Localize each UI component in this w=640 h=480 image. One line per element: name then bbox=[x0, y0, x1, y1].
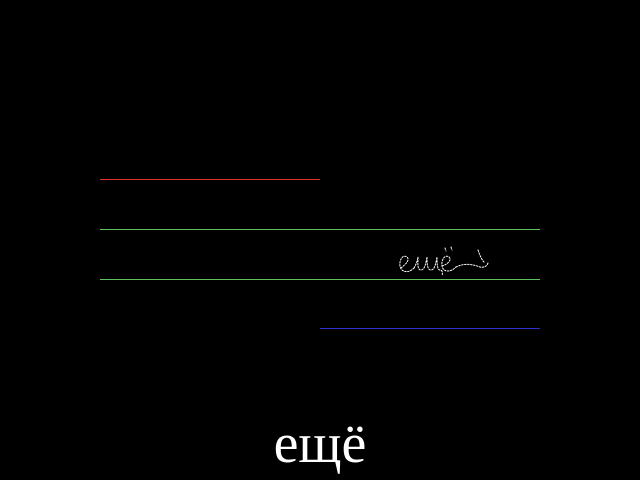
word-label: ещё bbox=[273, 413, 367, 475]
handwritten-word-drawing bbox=[396, 230, 496, 280]
red-guide-line bbox=[100, 179, 320, 180]
blue-guide-line bbox=[320, 328, 540, 329]
